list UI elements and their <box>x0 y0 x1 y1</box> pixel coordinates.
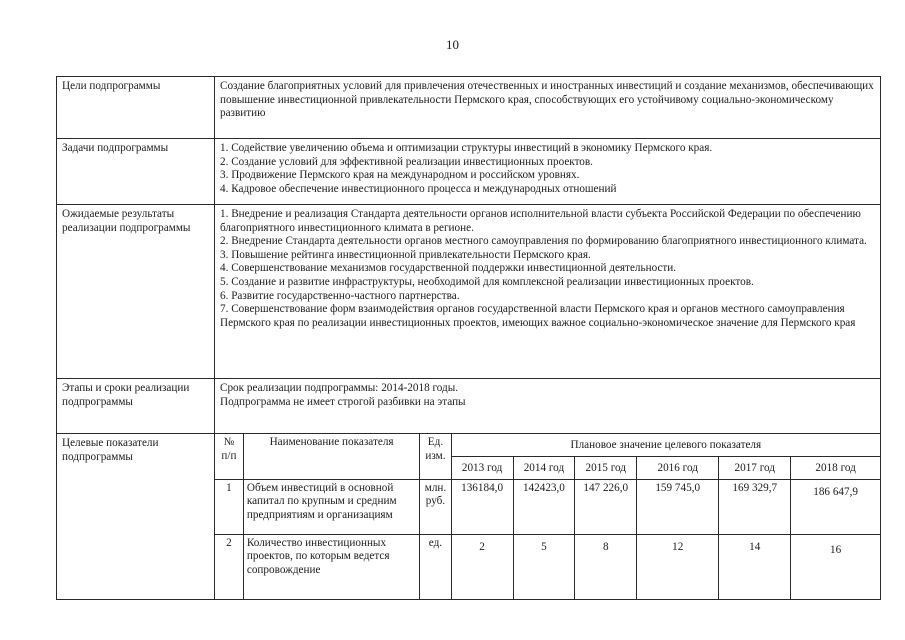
indicator-value: 12 <box>637 534 719 599</box>
task-item: 4. Кадровое обеспечение инвестиционного процесса и международных отношений <box>220 182 617 195</box>
indicator-value: 2 <box>451 534 513 599</box>
year-header: 2014 год <box>513 456 575 479</box>
row-goals <box>57 77 881 139</box>
goals-text: Создание благоприятных условий для привлечения отечественных и иностранных инвестиций и создание механизмов, обеспечивающих повышение инвестиционной привлекательности Пермского края, способствующих его устойчивому социально-экономическому развитию <box>215 77 881 139</box>
indicator-value: 14 <box>719 534 791 599</box>
indicator-name: Количество инвестиционных проектов, по которым ведется сопровождение <box>243 534 419 599</box>
task-item: 1. Содействие увеличению объема и оптимизации структуры инвестиций в экономику Пермского края. <box>220 142 713 154</box>
result-item: 1. Внедрение и реализация Стандарта деятельности органов исполнительной власти субъекта Российской Федерации по обеспечению благоприятного инвестиционного климата в регионе. <box>220 208 861 234</box>
task-item: 2. Создание условий для эффективной реализации инвестиционных проектов. <box>220 155 593 168</box>
indicators-table <box>215 434 880 599</box>
indicator-value: 147 226,0 <box>575 479 637 534</box>
indicator-name: Объем инвестиций в основной капитал по крупным и средним предприятиям и организациям <box>243 479 419 534</box>
result-item: 5. Создание и развитие инфраструктуры, необходимой для комплексной реализации инвестиционных проектов. <box>220 275 754 288</box>
row-tasks <box>57 139 881 205</box>
row-results <box>57 205 881 379</box>
results-list <box>215 205 881 379</box>
indicator-value: 16 <box>791 534 880 599</box>
indicator-unit: ед. <box>420 534 451 599</box>
indicator-num: 2 <box>215 534 243 599</box>
indicators-header-row <box>215 434 880 456</box>
year-header: 2013 год <box>451 456 513 479</box>
indicators-cell <box>215 434 881 600</box>
stages-line: Срок реализации подпрограммы: 2014-2018 годы. <box>220 382 459 394</box>
page-number: 10 <box>446 37 459 52</box>
col-header-num: № п/п <box>215 434 243 479</box>
indicator-value: 136184,0 <box>451 479 513 534</box>
indicator-row <box>215 534 880 599</box>
result-item: 7. Совершенствование форм взаимодействия органов государственной власти Пермского края и органов местного самоуправления Пермского края по реализации инвестиционных проектов, имеющих важное социально-экономическое значение для Пермского края <box>220 303 856 329</box>
indicator-unit: млн. руб. <box>420 479 451 534</box>
stages-text <box>215 379 881 434</box>
col-header-name: Наименование показателя <box>243 434 419 479</box>
result-item: 4. Совершенствование механизмов государственной поддержки инвестиционной деятельности. <box>220 262 677 275</box>
result-item: 3. Повышение рейтинга инвестиционной привлекательности Пермского края. <box>220 248 591 261</box>
indicator-value: 5 <box>513 534 575 599</box>
tasks-list <box>215 139 881 205</box>
tasks-label: Задачи подпрограммы <box>57 139 215 205</box>
indicator-value: 142423,0 <box>513 479 575 534</box>
indicator-value: 186 647,9 <box>791 479 880 534</box>
indicators-label: Целевые показатели подпрограммы <box>57 434 215 600</box>
stages-label: Этапы и сроки реализации подпрограммы <box>57 379 215 434</box>
indicator-num: 1 <box>215 479 243 534</box>
indicator-row <box>215 479 880 534</box>
year-header: 2018 год <box>791 456 880 479</box>
col-header-planned: Плановое значение целевого показателя <box>451 434 880 456</box>
results-label: Ожидаемые результаты реализации подпрограммы <box>57 205 215 379</box>
result-item: 2. Внедрение Стандарта деятельности органов местного самоуправления по формированию благоприятного инвестиционного климата. <box>220 235 867 248</box>
goals-label: Цели подпрограммы <box>57 77 215 139</box>
year-header: 2017 год <box>719 456 791 479</box>
indicator-value: 169 329,7 <box>719 479 791 534</box>
result-item: 6. Развитие государственно-частного партнерства. <box>220 289 460 302</box>
col-header-unit: Ед. изм. <box>420 434 451 479</box>
indicator-value: 8 <box>575 534 637 599</box>
indicator-value: 159 745,0 <box>637 479 719 534</box>
row-stages <box>57 379 881 434</box>
year-header: 2016 год <box>637 456 719 479</box>
stages-line: Подпрограмма не имеет строгой разбивки на этапы <box>220 395 466 408</box>
row-indicators <box>57 434 881 600</box>
year-header: 2015 год <box>575 456 637 479</box>
task-item: 3. Продвижение Пермского края на международном и российском уровнях. <box>220 169 580 182</box>
passport-table <box>56 76 881 600</box>
